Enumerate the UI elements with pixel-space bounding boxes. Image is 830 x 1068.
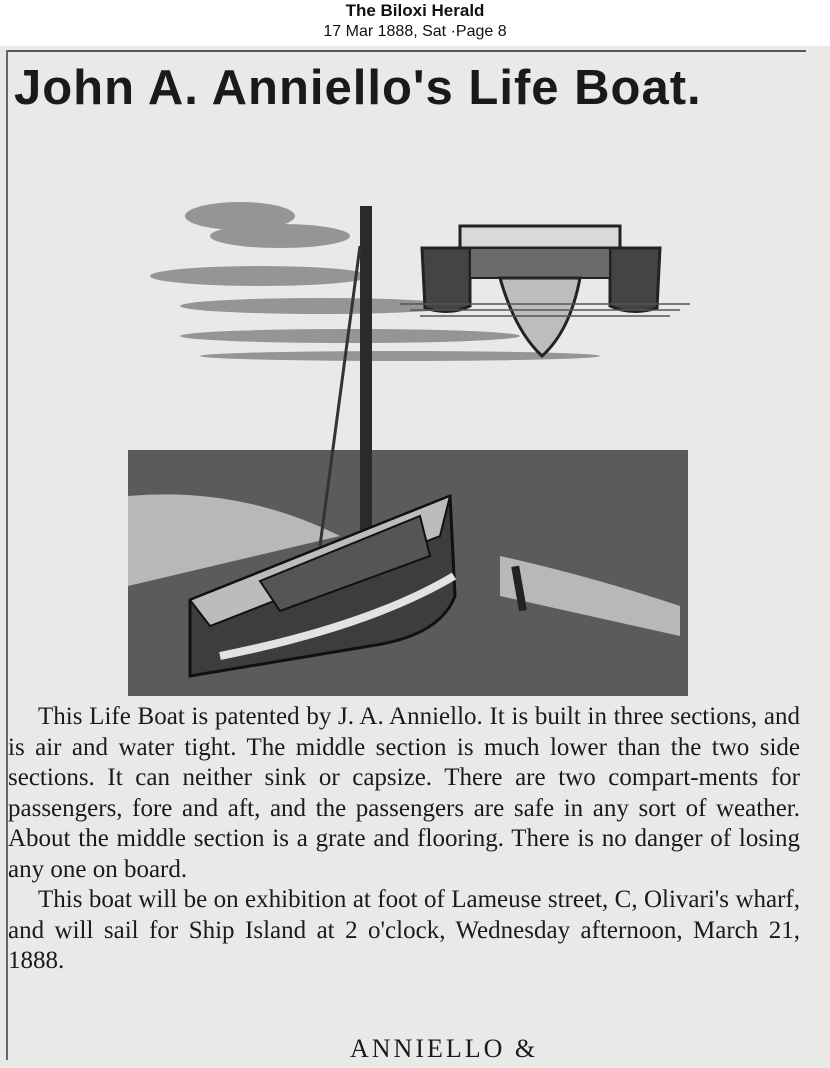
publication-title: The Biloxi Herald [345,1,485,20]
article-paragraph-2: This boat will be on exhibition at foot of Lameuse street, C, Olivari's wharf, and will sail for Ship Island at 2 o'clock, Wednesday afternoon, March 21, 1888. [8,886,800,974]
publication-date-page: 17 Mar 1888, Sat ·Page 8 [323,23,507,40]
column-rule-top [6,50,806,52]
article-body [8,702,800,977]
article-headline: John A. Anniello's Life Boat. [14,61,702,115]
newspaper-clipping [0,46,830,1068]
article-signature: ANNIELLO & [350,1034,539,1063]
article-paragraph-1: This Life Boat is patented by J. A. Anniello. It is built in three sections, and is air and water tight. The middle section is much lower than the two side sections. It can neither sink or capsize. There are two compart-ments for passengers, fore and aft, and the passengers are safe in any sort of weather. About the middle section is a grate and flooring. There is no danger of losing any one on board. [8,703,800,883]
clipping-header [0,0,830,46]
boat-mast [360,206,372,546]
life-boat-illustration [120,156,700,696]
